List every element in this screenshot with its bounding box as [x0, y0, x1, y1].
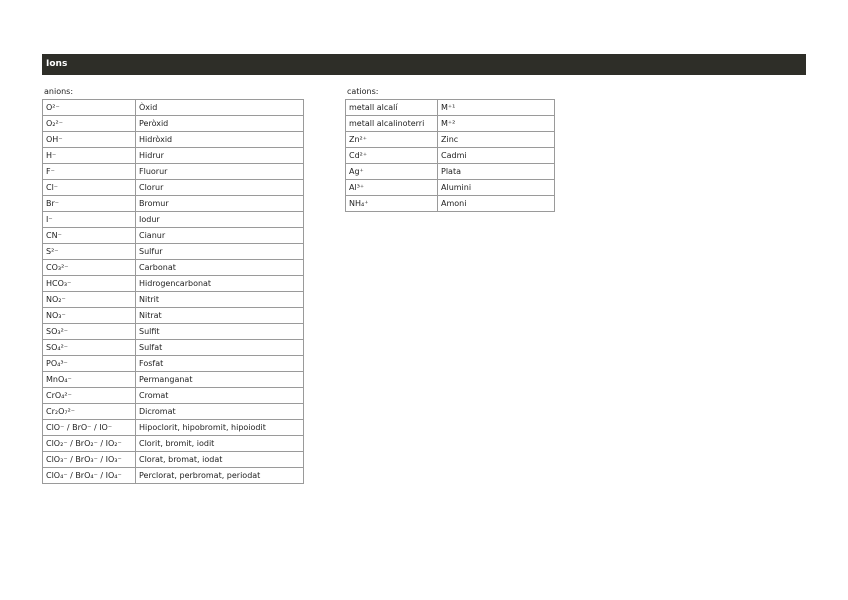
ion-formula-cell: ClO₂⁻ / BrO₂⁻ / IO₂⁻: [43, 436, 136, 452]
ion-formula-cell: CN⁻: [43, 228, 136, 244]
ion-name-cell: Hidrur: [136, 148, 304, 164]
ion-formula-cell: Br⁻: [43, 196, 136, 212]
ion-formula-cell: MnO₄⁻: [43, 372, 136, 388]
header-bar: [42, 54, 806, 75]
ion-name-cell: Peròxid: [136, 116, 304, 132]
table-row: [43, 388, 304, 404]
ion-name-cell: Hidròxid: [136, 132, 304, 148]
ion-formula-cell: PO₄³⁻: [43, 356, 136, 372]
ion-name-cell: Plata: [438, 164, 555, 180]
ion-name-cell: Clorur: [136, 180, 304, 196]
ion-formula-cell: Al³⁺: [346, 180, 438, 196]
table-row: [43, 148, 304, 164]
ion-formula-cell: metall alcalí: [346, 100, 438, 116]
ion-name-cell: Sulfur: [136, 244, 304, 260]
ion-name-cell: Clorit, bromit, iodit: [136, 436, 304, 452]
ion-formula-cell: I⁻: [43, 212, 136, 228]
ion-name-cell: Carbonat: [136, 260, 304, 276]
ion-name-cell: Hipoclorit, hipobromit, hipoiodit: [136, 420, 304, 436]
ion-formula-cell: H⁻: [43, 148, 136, 164]
table-row: [43, 276, 304, 292]
anions-label: anions:: [44, 87, 74, 96]
ion-formula-cell: ClO₃⁻ / BrO₃⁻ / IO₃⁻: [43, 452, 136, 468]
ion-formula-cell: SO₃²⁻: [43, 324, 136, 340]
table-row: [43, 452, 304, 468]
ion-name-cell: M⁺¹: [438, 100, 555, 116]
ion-formula-cell: ClO₄⁻ / BrO₄⁻ / IO₄⁻: [43, 468, 136, 484]
table-row: [43, 292, 304, 308]
ion-name-cell: M⁺²: [438, 116, 555, 132]
table-row: [346, 116, 555, 132]
ion-name-cell: Alumini: [438, 180, 555, 196]
table-row: [43, 244, 304, 260]
table-row: [43, 260, 304, 276]
page-title: Ions: [46, 59, 68, 69]
ion-name-cell: Nitrit: [136, 292, 304, 308]
table-row: [43, 196, 304, 212]
table-row: [43, 340, 304, 356]
ion-name-cell: Permanganat: [136, 372, 304, 388]
ion-name-cell: Cromat: [136, 388, 304, 404]
ion-formula-cell: Ag⁺: [346, 164, 438, 180]
ion-formula-cell: OH⁻: [43, 132, 136, 148]
table-row: [43, 356, 304, 372]
ion-name-cell: Amoni: [438, 196, 555, 212]
ion-name-cell: Fluorur: [136, 164, 304, 180]
anions-table: [42, 99, 304, 484]
table-row: [43, 228, 304, 244]
ion-name-cell: Bromur: [136, 196, 304, 212]
table-row: [346, 164, 555, 180]
ion-formula-cell: O²⁻: [43, 100, 136, 116]
ion-formula-cell: S²⁻: [43, 244, 136, 260]
ion-formula-cell: O₂²⁻: [43, 116, 136, 132]
ion-formula-cell: NO₃⁻: [43, 308, 136, 324]
ion-formula-cell: CrO₄²⁻: [43, 388, 136, 404]
table-row: [43, 324, 304, 340]
ion-formula-cell: Cd²⁺: [346, 148, 438, 164]
ion-formula-cell: Cl⁻: [43, 180, 136, 196]
ion-formula-cell: CO₃²⁻: [43, 260, 136, 276]
table-row: [346, 196, 555, 212]
ion-formula-cell: Cr₂O₇²⁻: [43, 404, 136, 420]
ion-name-cell: Dicromat: [136, 404, 304, 420]
ion-formula-cell: metall alcalinoterri: [346, 116, 438, 132]
ion-formula-cell: NO₂⁻: [43, 292, 136, 308]
ion-name-cell: Clorat, bromat, iodat: [136, 452, 304, 468]
table-row: [43, 308, 304, 324]
table-row: [43, 436, 304, 452]
table-row: [43, 420, 304, 436]
table-row: [43, 468, 304, 484]
table-row: [43, 180, 304, 196]
table-row: [43, 100, 304, 116]
table-row: [43, 372, 304, 388]
ion-name-cell: Nitrat: [136, 308, 304, 324]
ion-name-cell: Sulfit: [136, 324, 304, 340]
ion-name-cell: Cadmi: [438, 148, 555, 164]
ion-name-cell: Perclorat, perbromat, periodat: [136, 468, 304, 484]
ion-formula-cell: HCO₃⁻: [43, 276, 136, 292]
ion-name-cell: Hidrogencarbonat: [136, 276, 304, 292]
table-row: [346, 148, 555, 164]
cations-table: [345, 99, 555, 212]
table-row: [43, 132, 304, 148]
ion-formula-cell: NH₄⁺: [346, 196, 438, 212]
table-row: [43, 164, 304, 180]
table-row: [346, 132, 555, 148]
ion-formula-cell: SO₄²⁻: [43, 340, 136, 356]
cations-label: cations:: [347, 87, 379, 96]
ion-formula-cell: ClO⁻ / BrO⁻ / IO⁻: [43, 420, 136, 436]
ion-name-cell: Òxid: [136, 100, 304, 116]
ion-name-cell: Zinc: [438, 132, 555, 148]
table-row: [346, 100, 555, 116]
table-row: [43, 404, 304, 420]
ion-name-cell: Cianur: [136, 228, 304, 244]
ion-name-cell: Iodur: [136, 212, 304, 228]
ion-name-cell: Sulfat: [136, 340, 304, 356]
table-row: [43, 116, 304, 132]
ion-formula-cell: F⁻: [43, 164, 136, 180]
ion-formula-cell: Zn²⁺: [346, 132, 438, 148]
table-row: [346, 180, 555, 196]
ion-name-cell: Fosfat: [136, 356, 304, 372]
table-row: [43, 212, 304, 228]
